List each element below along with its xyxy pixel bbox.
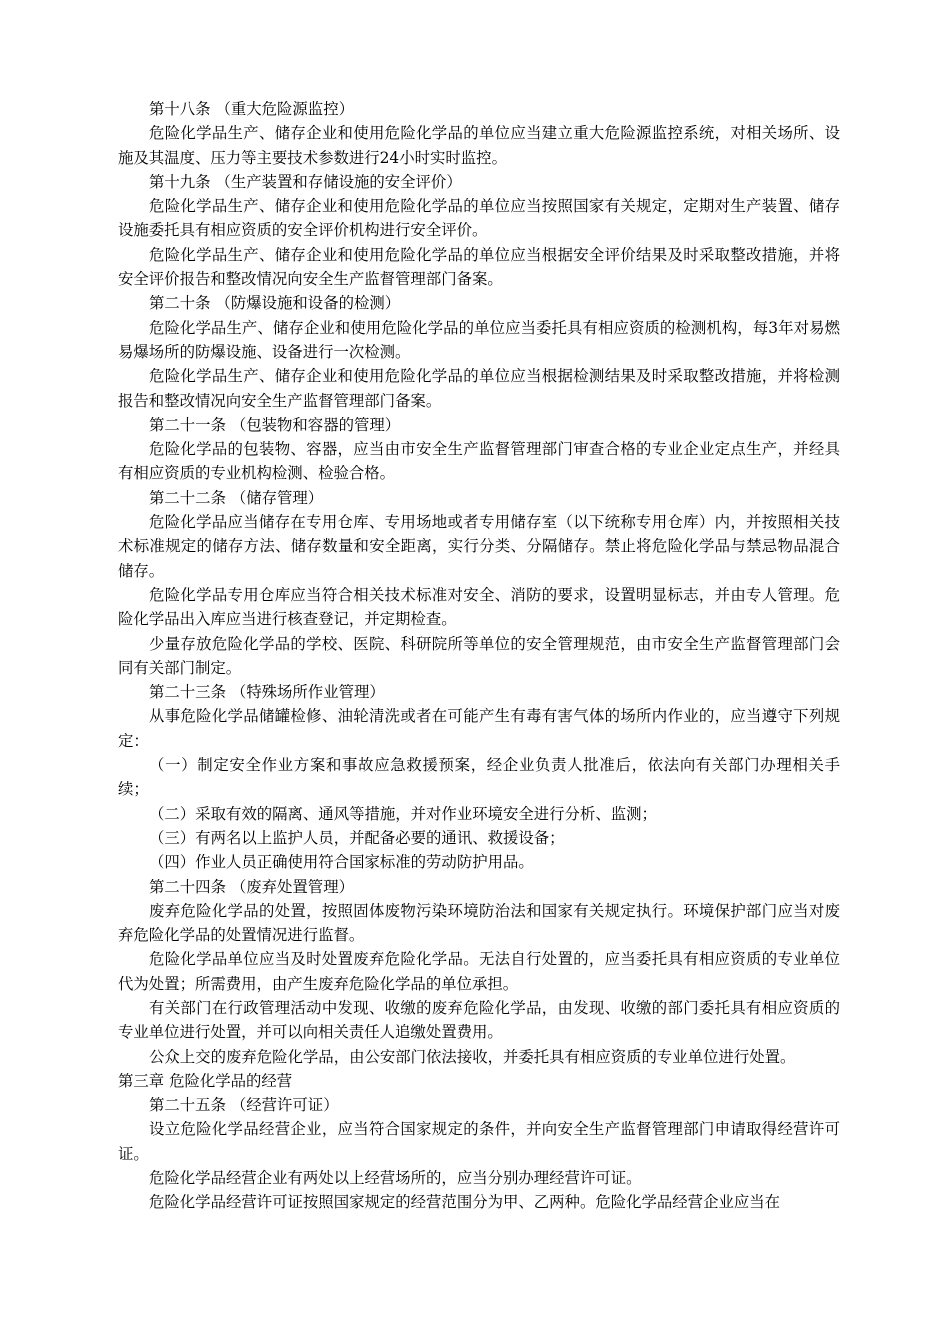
article-19-heading: 第十九条 （生产装置和存储设施的安全评价） bbox=[149, 172, 462, 191]
paragraph: 危险化学品生产、储存企业和使用危险化学品的单位应当按照国家有关规定，定期对生产装置、储存设施委托具有相应资质的安全评价机构进行安全评价。 bbox=[118, 197, 840, 240]
article-24-heading: 第二十四条 （废弃处置管理） bbox=[149, 877, 354, 896]
article-21-heading: 第二十一条 （包装物和容器的管理） bbox=[149, 415, 401, 434]
paragraph: 危险化学品生产、储存企业和使用危险化学品的单位应当委托具有相应资质的检测机构，每3年对易燃易爆场所的防爆设施、设备进行一次检测。 bbox=[118, 318, 840, 361]
paragraph: 废弃危险化学品的处置，按照固体废物污染环境防治法和国家有关规定执行。环境保护部门应当对废弃危险化学品的处置情况进行监督。 bbox=[118, 901, 840, 945]
article-18-heading: 第十八条 （重大危险源监控） bbox=[149, 100, 354, 118]
list-item: （四）作业人员正确使用符合国家标准的劳动防护用品。 bbox=[149, 853, 534, 872]
paragraph: 危险化学品单位应当及时处置废弃危险化学品。无法自行处置的，应当委托具有相应资质的专业单位代为处置；所需费用，由产生废弃危险化学品的单位承担。 bbox=[118, 950, 840, 993]
article-20-heading: 第二十条 （防爆设施和设备的检测） bbox=[149, 294, 401, 313]
article-23-heading: 第二十三条 （特殊场所作业管理） bbox=[149, 683, 385, 702]
paragraph: 危险化学品经营企业有两处以上经营场所的，应当分别办理经营许可证。 bbox=[149, 1169, 642, 1188]
article-25-heading: 第二十五条 （经营许可证） bbox=[149, 1096, 339, 1115]
paragraph: 危险化学品的包装物、容器，应当由市安全生产监督管理部门审查合格的专业企业定点生产，并经具有相应资质的专业机构检测、检验合格。 bbox=[118, 440, 840, 483]
paragraph: 危险化学品应当储存在专用仓库、专用场地或者专用储存室（以下统称专用仓库）内，并按照相关技术标准规定的储存方法、储存数量和安全距离，实行分类、分隔储存。禁止将危险化学品与禁忌物品混合储存。 bbox=[118, 513, 840, 580]
paragraph: 有关部门在行政管理活动中发现、收缴的废弃危险化学品，由发现、收缴的部门委托具有相应资质的专业单位进行处置，并可以向相关责任人追缴处置费用。 bbox=[118, 998, 840, 1042]
list-item: （二）采取有效的隔离、通风等措施，并对作业环境安全进行分析、监测； bbox=[149, 804, 657, 823]
list-item: （一）制定安全作业方案和事故应急救援预案，经企业负责人批准后，依法向有关部门办理相关手续； bbox=[118, 756, 840, 799]
paragraph: 设立危险化学品经营企业，应当符合国家规定的条件，并向安全生产监督管理部门申请取得经营许可证。 bbox=[118, 1120, 840, 1163]
document-page bbox=[118, 97, 840, 1215]
paragraph: 危险化学品经营许可证按照国家规定的经营范围分为甲、乙两种。危险化学品经营企业应当在 bbox=[149, 1193, 781, 1212]
paragraph: 危险化学品专用仓库应当符合相关技术标准对安全、消防的要求，设置明显标志，并由专人管理。危险化学品出入库应当进行核查登记，并定期检查。 bbox=[118, 585, 840, 629]
paragraph: 公众上交的废弃危险化学品，由公安部门依法接收，并委托具有相应资质的专业单位进行处置。 bbox=[149, 1047, 796, 1066]
paragraph: 从事危险化学品储罐检修、油轮清洗或者在可能产生有毒有害气体的场所内作业的，应当遵守下列规定： bbox=[118, 707, 840, 750]
paragraph: 少量存放危险化学品的学校、医院、科研院所等单位的安全管理规范，由市安全生产监督管理部门会同有关部门制定。 bbox=[118, 634, 840, 677]
chapter-3-heading: 第三章 危险化学品的经营 bbox=[118, 1071, 293, 1090]
paragraph: 危险化学品生产、储存企业和使用危险化学品的单位应当根据安全评价结果及时采取整改措施，并将安全评价报告和整改情况向安全生产监督管理部门备案。 bbox=[118, 245, 840, 289]
list-item: （三）有两名以上监护人员，并配备必要的通讯、救援设备； bbox=[149, 828, 565, 847]
article-22-heading: 第二十二条 （储存管理） bbox=[149, 488, 324, 507]
paragraph: 危险化学品生产、储存企业和使用危险化学品的单位应当建立重大危险源监控系统，对相关场所、设施及其温度、压力等主要技术参数进行24小时实时监控。 bbox=[118, 124, 840, 167]
paragraph: 危险化学品生产、储存企业和使用危险化学品的单位应当根据检测结果及时采取整改措施，并将检测报告和整改情况向安全生产监督管理部门备案。 bbox=[118, 367, 840, 410]
